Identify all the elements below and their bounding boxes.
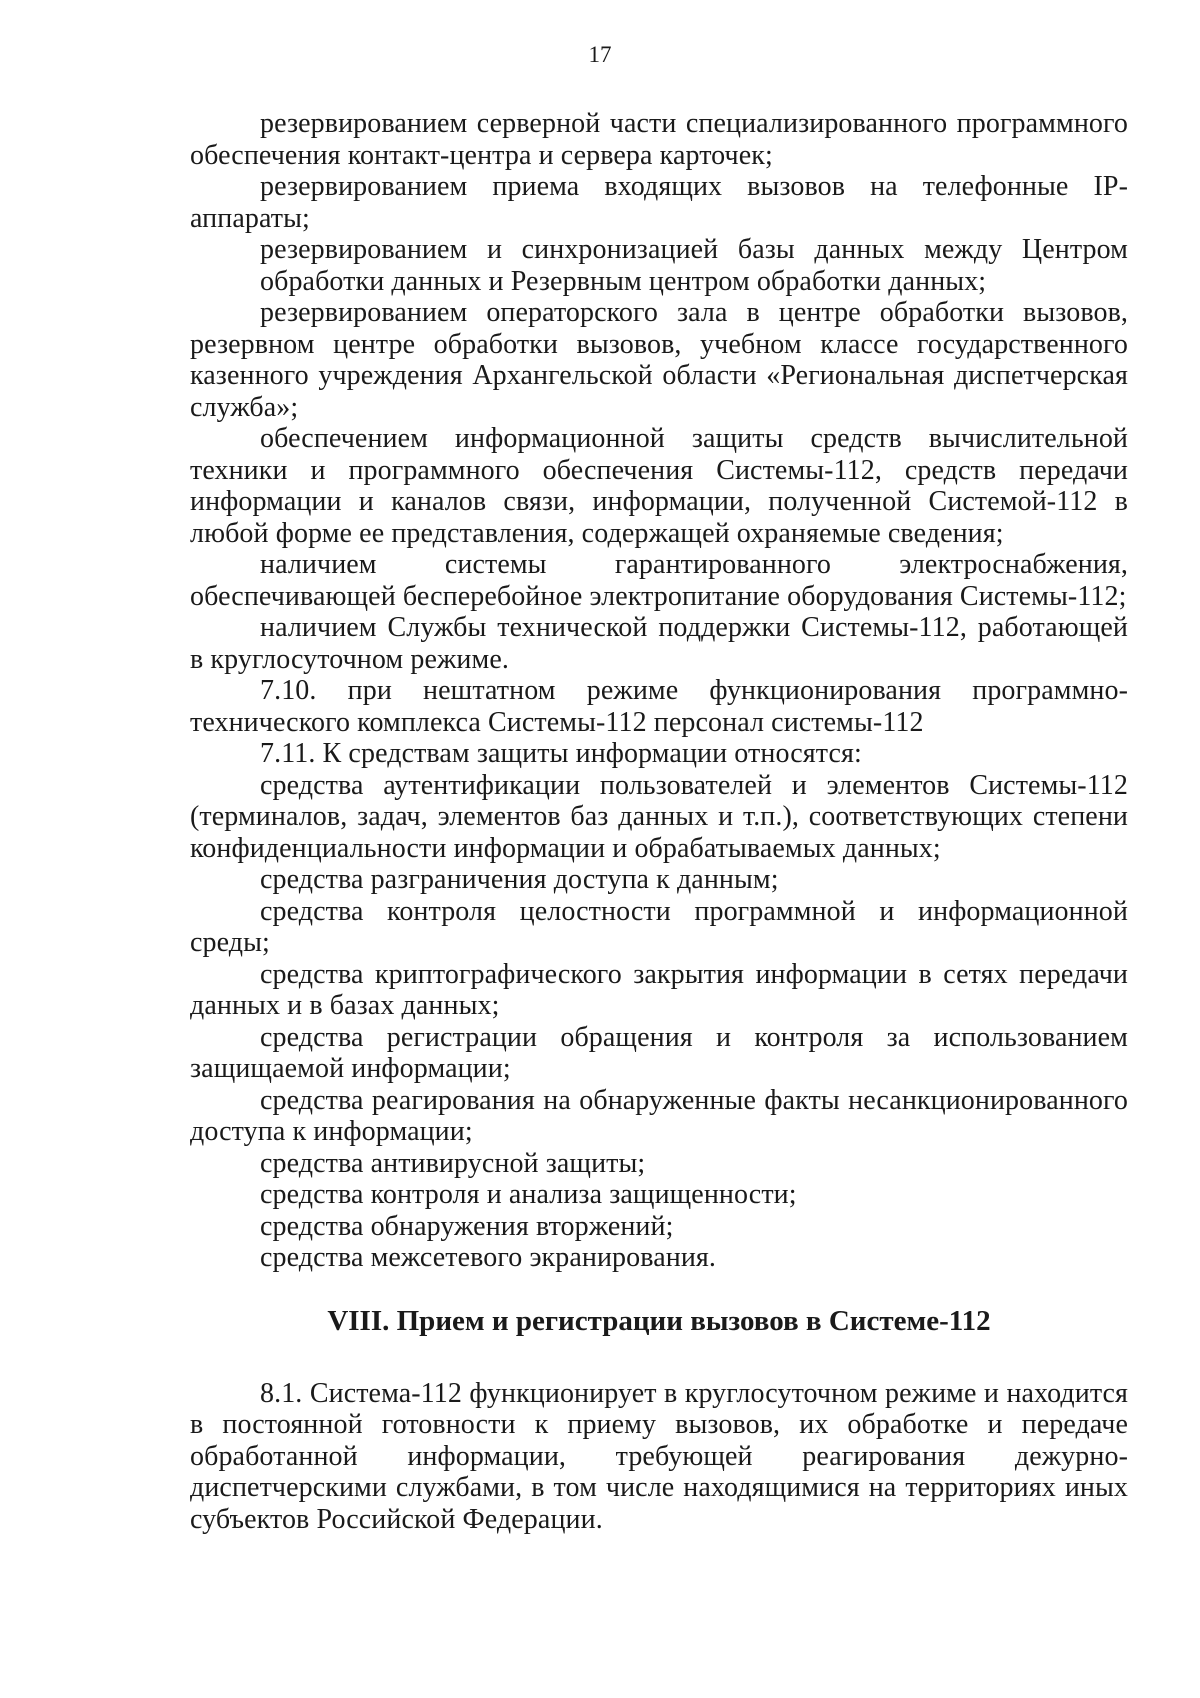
paragraph: наличием Службы технической поддержки Системы-112, работающей в круглосуточном режиме. [190, 612, 1128, 675]
paragraph: средства антивирусной защиты; [260, 1147, 646, 1179]
paragraph: средства реагирования на обнаруженные факты несанкционированного доступа к информации; [190, 1084, 1128, 1147]
paragraph: резервированием операторского зала в центре обработки вызовов, резервном центре обработки вызовов, учебном классе государственного казенного учреждения Архангельской области «Региональная диспетчерская служба»; [190, 297, 1128, 423]
section-heading: VIII. Прием и регистрации вызовов в Системе-112 [327, 1304, 991, 1337]
paragraph: обеспечением информационной защиты средств вычислительной техники и программного обеспечения Системы-112, средств передачи информации и каналов связи, информации, полученной Системой-112 в любой форме ее представления, содержащей охраняемые сведения; [190, 423, 1128, 549]
paragraph: наличием системы гарантированного электроснабжения, обеспечивающей бесперебойное электропитание оборудования Системы-112; [190, 549, 1128, 612]
paragraph: 7.11. К средствам защиты информации относятся: [260, 738, 862, 769]
paragraph: средства аутентификации пользователей и элементов Системы-112 (терминалов, задач, элементов баз данных и т.п.), соответствующих степени конфиденциальности информации и обрабатываемых данных; [190, 769, 1128, 864]
paragraph: средства контроля и анализа защищенности; [260, 1179, 797, 1210]
page-number: 17 [588, 42, 612, 67]
document-body [190, 108, 1128, 1535]
paragraph: средства контроля целостности программной и информационной среды; [190, 895, 1128, 958]
paragraph: 8.1. Система-112 функционирует в круглосуточном режиме и находится в постоянной готовности к приему вызовов, их обработке и передаче обработанной информации, требующей реагирования дежурно-диспетчерскими службами, в том числе находящимися на территориях иных субъектов Российской Федерации. [190, 1377, 1128, 1535]
paragraph: средства регистрации обращения и контроля за использованием защищаемой информации; [190, 1021, 1128, 1084]
paragraph: резервированием приема входящих вызовов на телефонные IP-аппараты; [190, 171, 1128, 234]
paragraph: резервированием серверной части специализированного программного обеспечения контакт-центра и сервера карточек; [190, 108, 1128, 171]
paragraph: средства межсетевого экранирования. [260, 1242, 716, 1273]
paragraph: средства обнаружения вторжений; [260, 1210, 674, 1242]
paragraph: средства разграничения доступа к данным; [260, 864, 779, 895]
paragraph: резервированием и синхронизацией базы данных между Центром обработки данных и Резервным центром обработки данных; [260, 234, 1128, 297]
paragraph: 7.10. при нештатном режиме функционирования программно-технического комплекса Системы-112 персонал системы-112 [190, 675, 1128, 738]
paragraph: средства криптографического закрытия информации в сетях передачи данных и в базах данных; [190, 958, 1128, 1021]
